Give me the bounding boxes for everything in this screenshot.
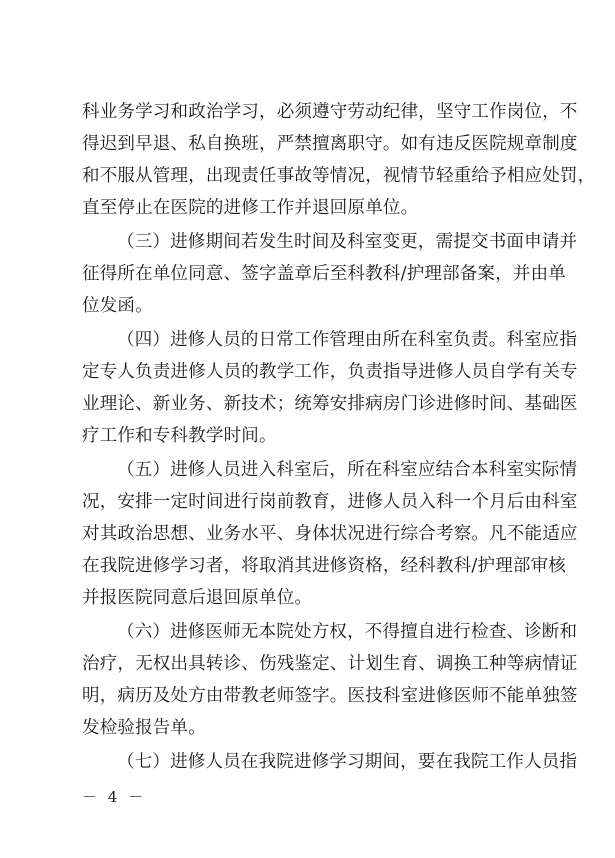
- paragraph-five-first-line: （五）进修人员进入科室后，所在科室应结合本科室实际情: [117, 460, 578, 480]
- text-line: 科业务学习和政治学习，必须遵守劳动纪律，坚守工作岗位，不: [82, 102, 578, 122]
- text-line: 位发函。: [82, 296, 153, 316]
- text-line: 对其政治思想、业务水平、身体状况进行综合考察。凡不能适应: [82, 524, 578, 544]
- text-line: 并报医院同意后退回原单位。: [82, 588, 313, 608]
- text-line: 治疗，无权出具转诊、伤残鉴定、计划生育、调换工种等病情证: [82, 654, 578, 674]
- paragraph-six-first-line: （六）进修医师无本院处方权，不得擅自进行检查、诊断和: [117, 622, 578, 642]
- paragraph-four-first-line: （四）进修人员的日常工作管理由所在科室负责。科室应指: [117, 330, 578, 350]
- text-line: 征得所在单位同意、签字盖章后至科教科/护理部备案，并由单: [82, 264, 566, 284]
- text-line: 业理论、新业务、新技术；统筹安排病房门诊进修时间、基础医: [82, 394, 578, 414]
- text-line: 得迟到早退、私自换班，严禁擅离职守。如有违反医院规章制度: [82, 134, 578, 154]
- text-line: 和不服从管理，出现责任事故等情况，视情节轻重给予相应处罚，: [82, 166, 596, 186]
- text-line: 定专人负责进修人员的教学工作，负责指导进修人员自学有关专: [82, 362, 578, 382]
- paragraph-three-first-line: （三）进修期间若发生时间及科室变更，需提交书面申请并: [117, 232, 578, 252]
- paragraph-seven-first-line: （七）进修人员在我院进修学习期间，要在我院工作人员指: [117, 752, 578, 772]
- text-line: 发检验报告单。: [82, 718, 206, 738]
- text-line: 疗工作和专科教学时间。: [82, 426, 277, 446]
- text-line: 直至停止在医院的进修工作并退回原单位。: [82, 198, 419, 218]
- text-line: 况，安排一定时间进行岗前教育，进修人员入科一个月后由科室: [82, 492, 578, 512]
- text-line: 明，病历及处方由带教老师签字。医技科室进修医师不能单独签: [82, 686, 578, 706]
- page-number: － 4 －: [82, 788, 147, 806]
- text-line: 在我院进修学习者，将取消其进修资格，经科教科/护理部审核: [82, 556, 566, 576]
